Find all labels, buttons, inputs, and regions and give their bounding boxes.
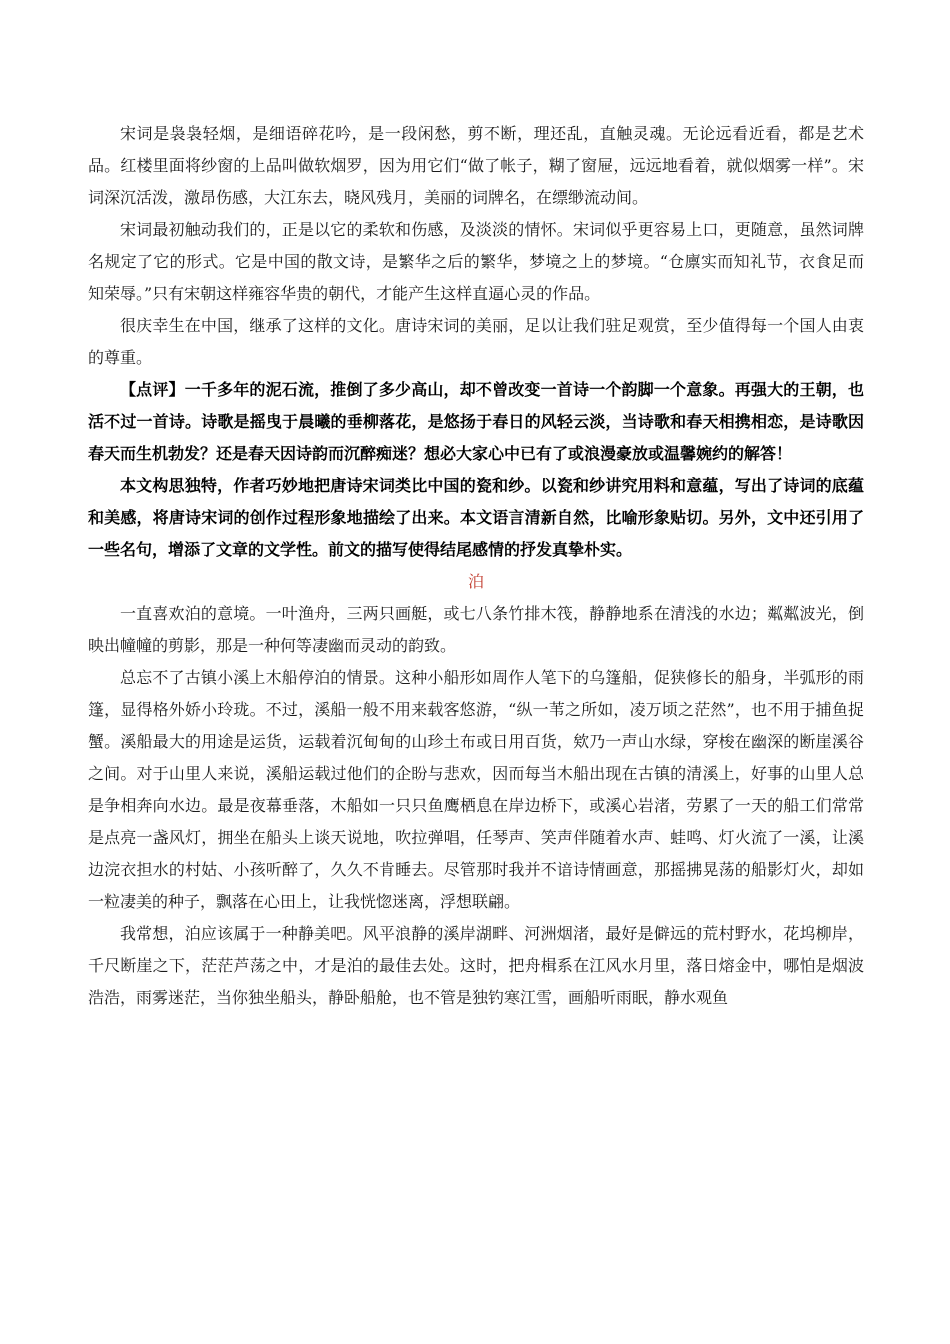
essay-title: 泊 [467, 572, 484, 591]
essay-paragraph-3: 我常想，泊应该属于一种静美吧。风平浪静的溪岸湖畔、河洲烟渚，最好是僻远的荒村野水，花坞柳岸，千尺断崖之下，茫茫芦荡之中，才是泊的最佳去处。这时，把舟楫系在江风水月里，落日熔金中，哪怕是烟波浩浩，雨雾迷茫，当你独坐船头，静卧船舱，也不管是独钓寒江雪，画船听雨眠，静水观鱼 [88, 924, 864, 1007]
body-paragraph-song-ci-2: 宋词最初触动我们的，正是以它的柔软和伤感，及淡淡的情怀。宋词似乎更容易上口，更随意，虽然词牌名规定了它的形式。它是中国的散文诗，是繁华之后的繁华，梦境之上的梦境。“仓廪实而知礼节，衣食足而知荣辱。”只有宋朝这样雍容华贵的朝代，才能产生这样直逼心灵的作品。 [88, 220, 864, 303]
review-paragraph-1: 【点评】一千多年的泥石流，推倒了多少高山，却不曾改变一首诗一个韵脚一个意象。再强大的王朝，也活不过一首诗。诗歌是摇曳于晨曦的垂柳落花，是悠扬于春日的风轻云淡，当诗歌和春天相携相恋，是诗歌因春天而生机勃发？还是春天因诗韵而沉醉痴迷？想必大家心中已有了或浪漫豪放或温馨婉约的解答！ [88, 380, 864, 463]
body-paragraph-conclusion: 很庆幸生在中国，继承了这样的文化。唐诗宋词的美丽，足以让我们驻足观赏，至少值得每一个国人由衷的尊重。 [88, 316, 864, 367]
essay-paragraph-1: 一直喜欢泊的意境。一叶渔舟，三两只画艇，或七八条竹排木筏，静静地系在清浅的水边；粼粼波光，倒映出幢幢的剪影，那是一种何等凄幽而灵动的韵致。 [88, 604, 864, 655]
body-paragraph-song-ci-1: 宋词是袅袅轻烟，是细语碎花吟，是一段闲愁，剪不断，理还乱，直触灵魂。无论远看近看，都是艺术品。红楼里面将纱窗的上品叫做软烟罗，因为用它们“做了帐子，糊了窗屉，远远地看着，就似烟雾一样”。宋词深沉活泼，激昂伤感，大江东去，晓风残月，美丽的词牌名，在缥缈流动间。 [88, 124, 864, 207]
review-paragraph-2: 本文构思独特，作者巧妙地把唐诗宋词类比中国的瓷和纱。以瓷和纱讲究用料和意蕴，写出了诗词的底蕴和美感，将唐诗宋词的创作过程形象地描绘了出来。本文语言清新自然，比喻形象贴切。另外，文中还引用了一些名句，增添了文章的文学性。前文的描写使得结尾感情的抒发真挚朴实。 [88, 476, 864, 559]
essay-paragraph-2: 总忘不了古镇小溪上木船停泊的情景。这种小船形如周作人笔下的乌篷船，促狭修长的船身，半弧形的雨篷，显得格外娇小玲珑。不过，溪船一般不用来载客悠游，“纵一苇之所如，凌万顷之茫然”，也不用于捕鱼捉蟹。溪船最大的用途是运货，运载着沉甸甸的山珍土布或日用百货，欸乃一声山水绿，穿梭在幽深的断崖溪谷之间。对于山里人来说，溪船运载过他们的企盼与悲欢，因而每当木船出现在古镇的清溪上，好事的山里人总是争相奔向水边。最是夜幕垂落，木船如一只只鱼鹰栖息在岸边桥下，或溪心岩渚，劳累了一天的船工们常常是点亮一盏风灯，拥坐在船头上谈天说地，吹拉弹唱，任琴声、笑声伴随着水声、蛙鸣、灯火流了一溪，让溪边浣衣担水的村姑、小孩听醉了，久久不肯睡去。尽管那时我并不谙诗情画意，那摇拂晃荡的船影灯火，却如一粒凄美的种子，飘落在心田上，让我恍惚迷离，浮想联翩。 [88, 668, 864, 911]
document-page [88, 118, 864, 1014]
